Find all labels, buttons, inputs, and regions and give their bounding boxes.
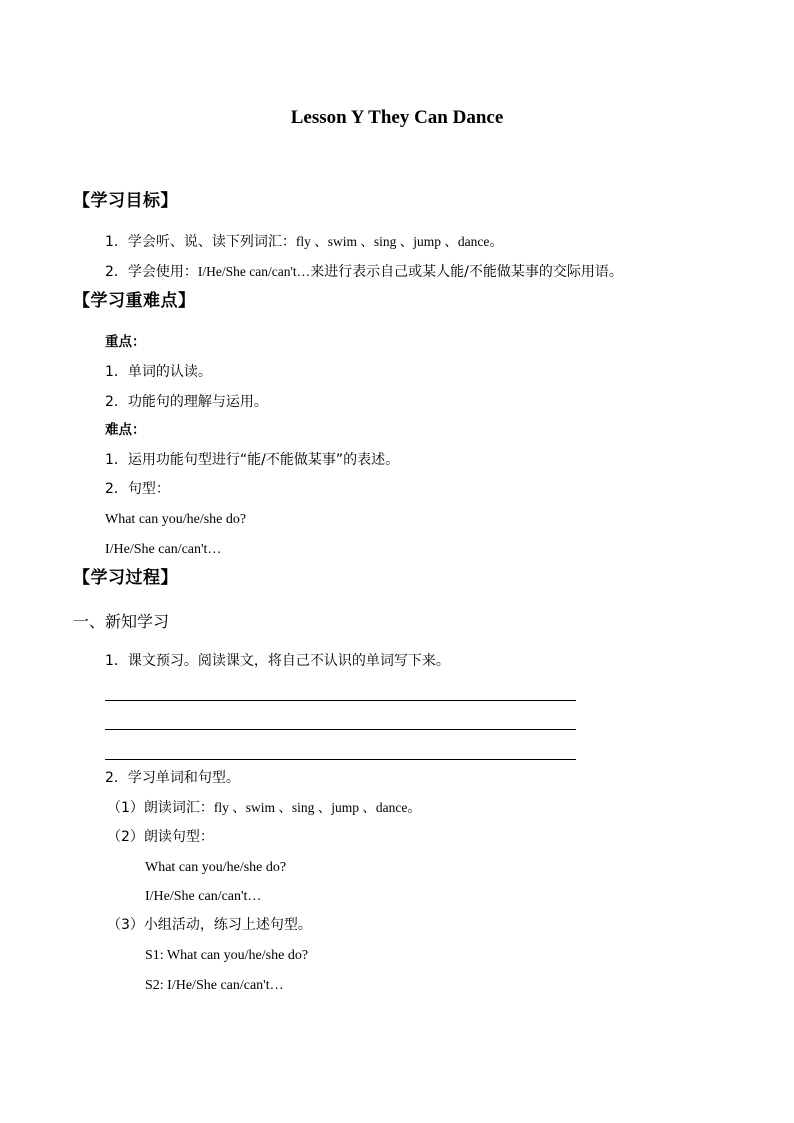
objective-item-1	[105, 235, 503, 249]
vocabulary-words: fly 、swim 、sing 、jump 、dance	[295, 234, 490, 249]
answer-line-1	[105, 700, 576, 701]
key-item-2: 2．功能句的理解与运用。	[105, 394, 268, 410]
section-new-knowledge: 一、新知学习	[73, 612, 170, 631]
read-pattern-question: What can you/he/she do?	[145, 860, 287, 875]
pattern-question: What can you/he/she do?	[105, 512, 247, 527]
objectives-heading: 【学习目标】	[73, 191, 178, 211]
sub-step-2: （2）朗读句型：	[107, 829, 214, 845]
objective-text: 学会听、说、读下列词汇：	[127, 234, 296, 250]
sub-step-3: （3）小组活动，练习上述句型。	[107, 917, 312, 933]
process-heading: 【学习过程】	[73, 568, 178, 588]
difficult-item-2: 2．句型：	[105, 481, 170, 497]
sentence-pattern: I/He/She can/can't…	[197, 264, 311, 279]
dialogue-line-2: S2: I/He/She can/can't…	[145, 978, 284, 993]
dialogue-line-1: S1: What can you/he/she do?	[145, 948, 309, 963]
objective-number: 1．	[105, 234, 128, 250]
step-2: 2．学习单词和句型。	[105, 770, 240, 786]
sub-step-1	[107, 801, 421, 815]
objective-text: 学会使用：	[127, 264, 198, 280]
read-pattern-answer: I/He/She can/can't…	[145, 889, 262, 904]
step-1: 1．课文预习。阅读课文，将自己不认识的单词写下来。	[105, 653, 450, 669]
objective-end: 来进行表示自己或某人能/不能做某事的交际用语。	[310, 264, 623, 280]
answer-line-3	[105, 759, 576, 760]
sub-step-end: 。	[407, 800, 422, 816]
sub-step-label: （1）朗读词汇：	[107, 800, 214, 816]
pattern-answer: I/He/She can/can't…	[105, 542, 222, 557]
difficult-item-1: 1．运用功能句型进行“能/不能做某事”的表述。	[105, 452, 400, 468]
key-label: 重点：	[105, 334, 146, 350]
difficult-label: 难点：	[105, 422, 146, 438]
objective-end: 。	[489, 234, 504, 250]
vocabulary-words: fly 、swim 、sing 、jump 、dance	[213, 800, 408, 815]
objective-number: 2．	[105, 264, 128, 280]
document-title: Lesson Y They Can Dance	[290, 107, 504, 128]
key-item-1: 1．单词的认读。	[105, 364, 212, 380]
objective-item-2	[105, 265, 623, 279]
answer-line-2	[105, 729, 576, 730]
key-points-heading: 【学习重难点】	[73, 291, 196, 311]
